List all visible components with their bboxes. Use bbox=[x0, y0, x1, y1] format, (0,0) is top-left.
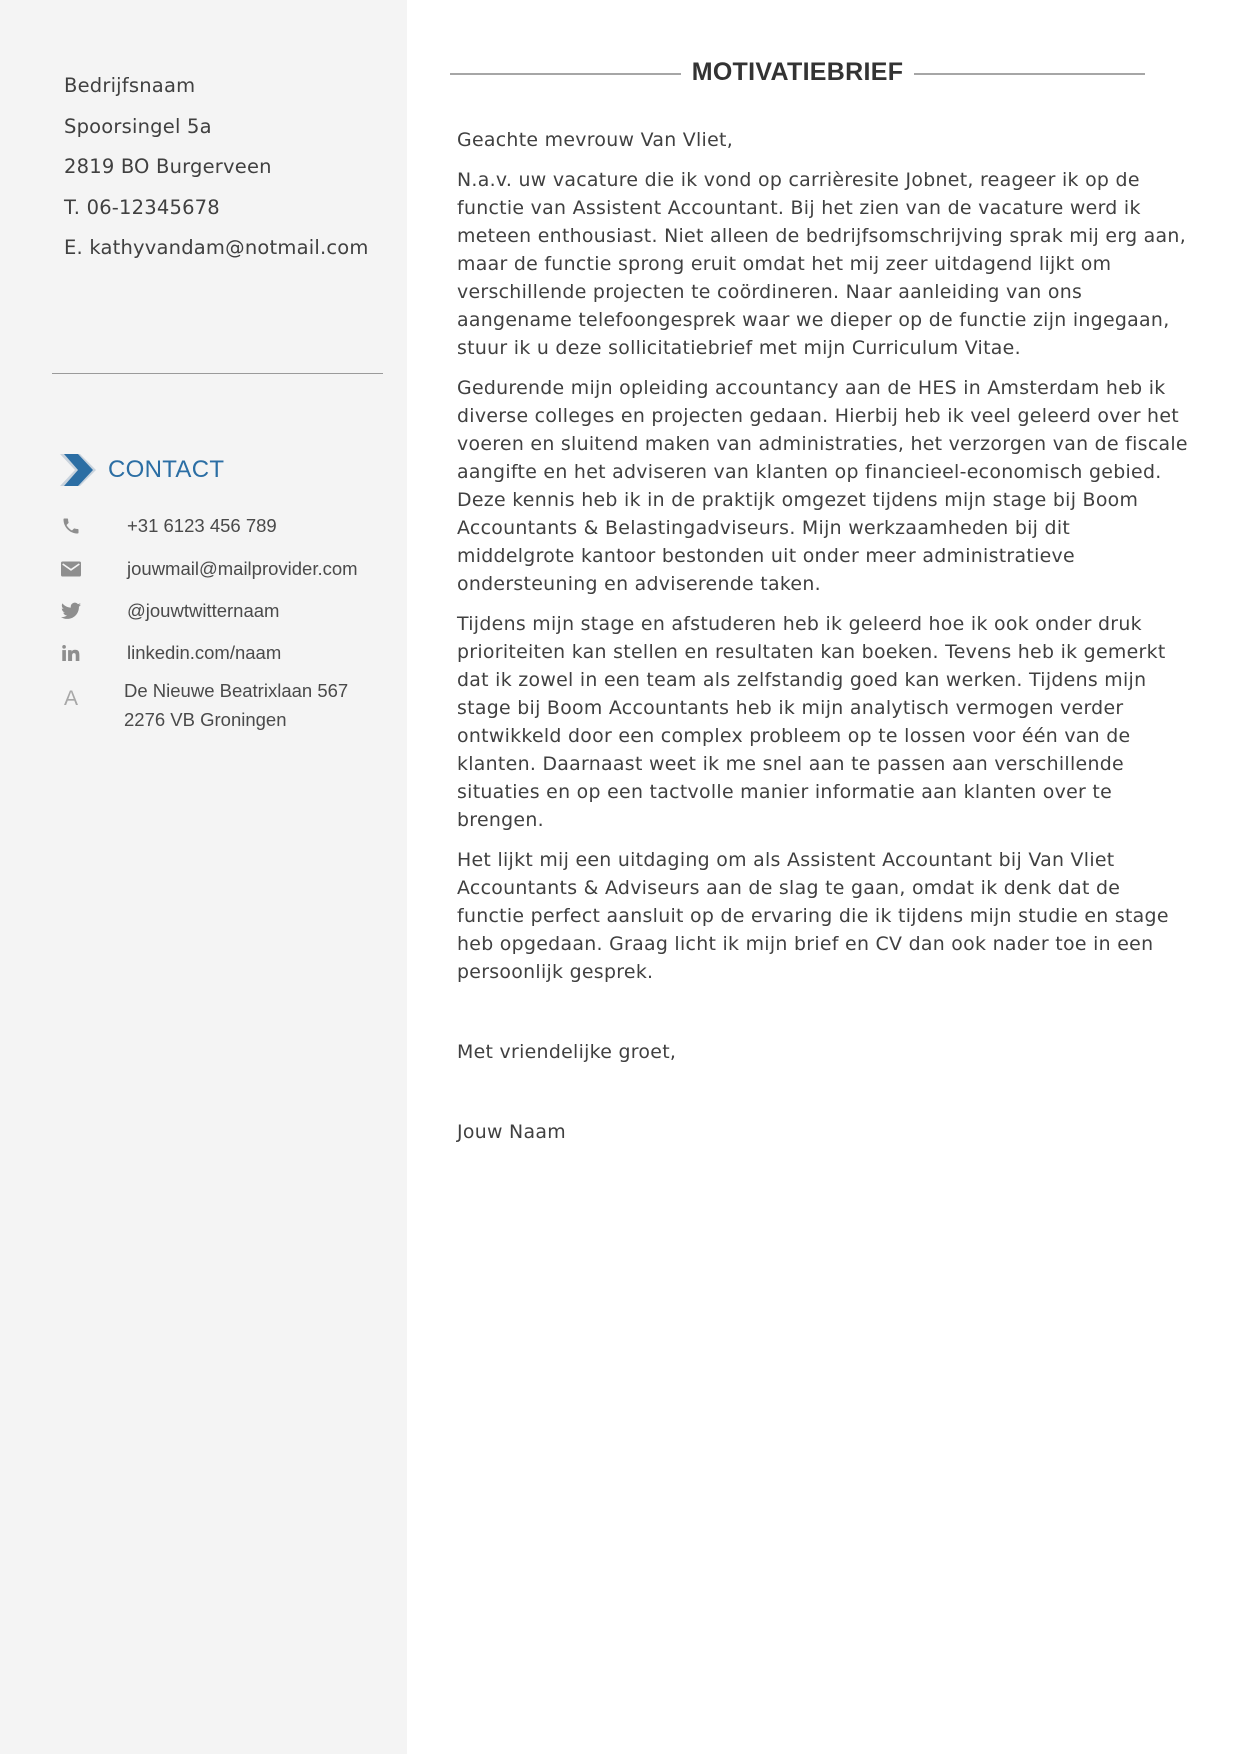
mail-icon bbox=[58, 556, 84, 582]
contact-linkedin-text: linkedin.com/naam bbox=[127, 642, 282, 663]
address-line-city: 2276 VB Groningen bbox=[124, 709, 287, 730]
contact-twitter-text: @jouwtwitternaam bbox=[127, 600, 280, 621]
address-lines bbox=[124, 676, 348, 734]
contact-phone-text: +31 6123 456 789 bbox=[127, 515, 277, 536]
contact-phone bbox=[58, 511, 277, 541]
address-line-street: De Nieuwe Beatrixlaan 567 bbox=[124, 680, 349, 701]
contact-email bbox=[58, 554, 358, 584]
letter-title: MOTIVATIEBRIEF bbox=[691, 58, 904, 86]
company-block bbox=[64, 66, 369, 269]
phone-icon bbox=[58, 513, 84, 539]
contact-linkedin bbox=[58, 638, 282, 668]
header-rule-right bbox=[914, 73, 1145, 75]
contact-twitter bbox=[58, 596, 280, 626]
paragraph: Het lijkt mij een uitdaging om als Assistent Accountant bij Van Vliet Accountants & Adviseurs aan de slag te gaan, omdat ik denk dat de functie perfect aansluit op de ervaring die ik tijdens mijn studie en stage heb opgedaan. Graag licht ik mijn brief en CV dan ook nader toe in een persoonlijk gesprek. bbox=[457, 849, 1169, 983]
company-city: 2819 BO Burgerveen bbox=[64, 155, 272, 178]
company-street: Spoorsingel 5a bbox=[64, 114, 212, 138]
chevron-right-icon bbox=[58, 450, 98, 490]
paragraph: Tijdens mijn stage en afstuderen heb ik geleerd hoe ik ook onder druk prioriteiten kan stellen en resultaten kan boeken. Tevens heb ik gemerkt dat ik zowel in een team als zelfstandig goed kan werken. Tijdens mijn stage bij Boom Accountants heb ik mijn analytisch vermogen verder ontwikkeld door een complex probleem op te lossen voor één van de klanten. Daarnaast weet ik me snel aan te passen aan verschillende situaties en op een tactvolle manier informatie aan klanten over te brengen. bbox=[457, 613, 1166, 831]
closing: Met vriendelijke groet, bbox=[457, 1041, 677, 1063]
sidebar-divider bbox=[52, 373, 383, 374]
company-phone: T. 06-12345678 bbox=[64, 195, 220, 219]
paragraph: N.a.v. uw vacature die ik vond op carrièresite Jobnet, reageer ik op de functie van Assistent Accountant. Bij het zien van de vacature werd ik meteen enthousiast. Niet alleen de bedrijfsomschrijving sprak mij erg aan, maar de functie sprong eruit omdat het mij zeer uitdagend lijkt om verschillende projecten te coördineren. Naar aanleiding van ons aangename telefoongesprek waar we dieper op de functie zijn ingegaan, stuur ik u deze sollicitatiebrief met mijn Curriculum Vitae. bbox=[457, 169, 1186, 359]
salutation: Geachte mevrouw Van Vliet, bbox=[457, 129, 734, 151]
address-icon: A bbox=[63, 687, 78, 710]
company-email: E. kathyvandam@notmail.com bbox=[64, 236, 369, 259]
paragraph: Gedurende mijn opleiding accountancy aan de HES in Amsterdam heb ik diverse colleges en projecten gedaan. Hierbij heb ik veel geleerd over het voeren en sluitend maken van administraties, het verzorgen van de fiscale aangifte en het adviseren van klanten op financieel-economisch gebied. Deze kennis heb ik in de praktijk omgezet tijdens mijn stage bij Boom Accountants & Belastingadviseurs. Mijn werkzaamheden bij dit middelgrote kantoor bestonden uit onder meer administratieve ondersteuning en adviserende taken. bbox=[457, 377, 1188, 595]
signature: Jouw Naam bbox=[457, 1121, 566, 1143]
twitter-icon bbox=[58, 598, 84, 624]
letter-body bbox=[457, 126, 1192, 1158]
contact-title: CONTACT bbox=[108, 456, 225, 483]
company-name: Bedrijfsnaam bbox=[64, 74, 196, 97]
sidebar bbox=[0, 0, 407, 1754]
contact-email-text: jouwmail@mailprovider.com bbox=[127, 558, 358, 579]
letter-header bbox=[450, 52, 1145, 96]
contact-heading bbox=[58, 448, 224, 492]
linkedin-icon bbox=[58, 640, 84, 666]
